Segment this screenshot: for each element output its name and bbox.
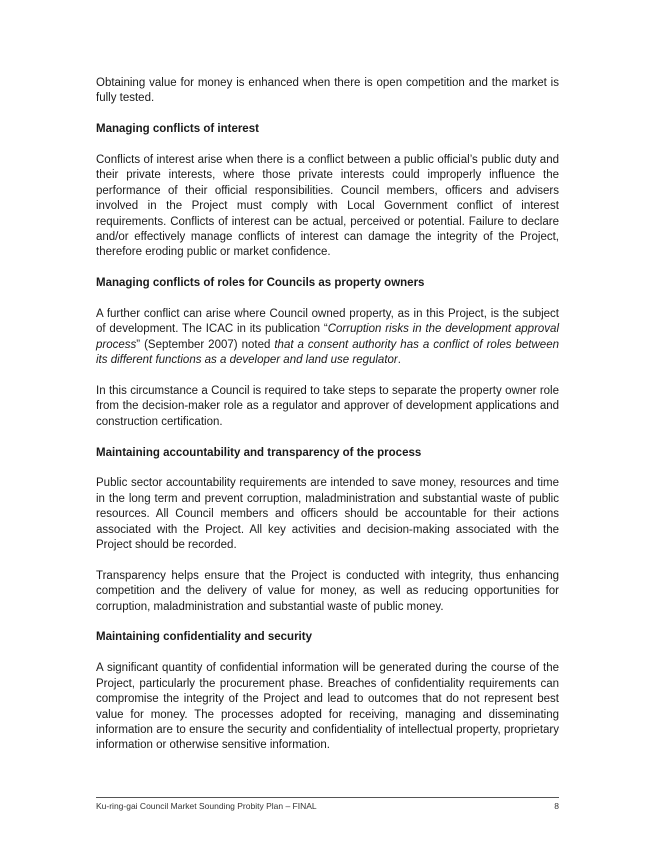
page-footer (96, 797, 559, 812)
publication-title: Corruption risks in the development approval process (96, 323, 560, 351)
paragraph-value-for-money: Obtaining value for money is enhanced when there is open competition and the market is fully tested. (96, 77, 559, 105)
paragraph-conflicts-of-roles (96, 307, 559, 369)
paragraph-accountability: Public sector accountability requirements are intended to save money, resources and time in the long term and prevent corruption, maladministration and substantial waste of public resources. All Council members and officers should be accountable for their actions associated with the Project. All key activities and decision-making associated with the Project should be recorded. (96, 477, 559, 552)
footer-document-title: Ku-ring-gai Council Market Sounding Probity Plan – FINAL (96, 801, 317, 811)
heading-accountability-transparency: Maintaining accountability and transparency of the process (96, 446, 422, 459)
document-body (96, 76, 559, 769)
paragraph-confidentiality: A significant quantity of confidential information will be generated during the course of the Project, particularly the procurement phase. Breaches of confidentiality requirements can compromise the integrity of the Project and lead to outcomes that do not represent best value for money. The processes adopted for receiving, managing and disseminating information are to ensure the security and confidentiality of intellectual property, proprietary information or otherwise sensitive information. (96, 662, 559, 752)
paragraph-text: ” (September 2007) noted (136, 338, 275, 351)
footer-page-number: 8 (554, 801, 559, 811)
paragraph-separate-roles: In this circumstance a Council is required to take steps to separate the property owner role from the decision-maker role as a regulator and approver of development applications and construction certification. (96, 385, 559, 428)
heading-conflicts-of-interest: Managing conflicts of interest (96, 123, 259, 136)
paragraph-transparency: Transparency helps ensure that the Project is conducted with integrity, thus enhancing competition and the delivery of value for money, as well as reducing opportunities for corruption, maladministration and substantial waste of public money. (96, 569, 559, 613)
heading-conflicts-of-roles: Managing conflicts of roles for Councils as property owners (96, 277, 425, 290)
paragraph-conflicts-of-interest: Conflicts of interest arise when there is a conflict between a public official’s public duty and their private interests, where those private interests could improperly influence the performance of their official responsibilities. Council members, officers and advisers involved in the Project must comply with Local Government conflict of interest requirements. Conflicts of interest can be actual, perceived or potential. Failure to declare and/or effectively manage conflicts of interest can damage the integrity of the Project, therefore eroding public or market confidence. (96, 154, 559, 259)
heading-confidentiality-security: Maintaining confidentiality and security (96, 631, 312, 644)
paragraph-text: . (397, 354, 401, 367)
quoted-finding: that a consent authority has a conflict of roles between its different functions as a developer and land use regulator (96, 338, 559, 367)
paragraph-text: A further conflict can arise where Council owned property, as in this Project, is the subject of development. The ICAC in its publication “ (96, 308, 559, 336)
